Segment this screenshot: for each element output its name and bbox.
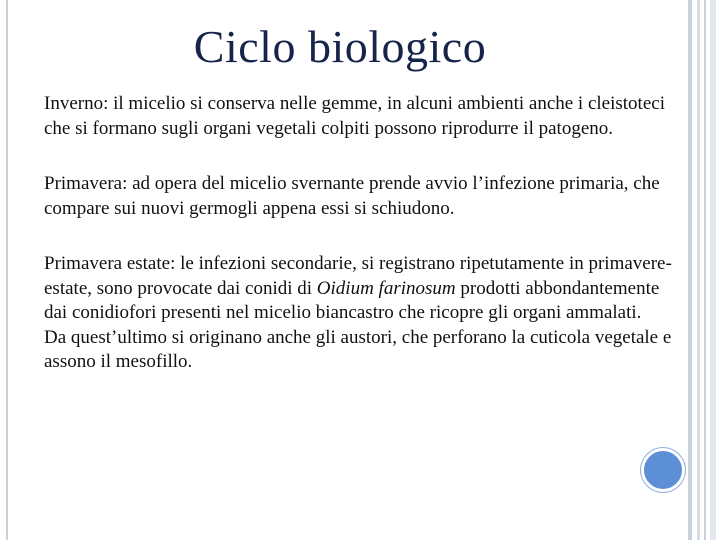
term-primavera: Primavera bbox=[44, 173, 123, 194]
paragraph-text: prodotti abbondantemente dai conidiofori presenti nel micelio biancastro che ricopre gli organi ammalati. bbox=[44, 277, 660, 323]
circle-decoration-icon bbox=[641, 448, 685, 492]
right-band-stripe bbox=[688, 0, 692, 540]
species-name: Oidium farinosum bbox=[316, 277, 456, 299]
right-band-stripe bbox=[704, 0, 706, 540]
left-border-rule bbox=[6, 0, 8, 540]
right-band-stripe bbox=[697, 0, 700, 540]
term-primavera-estate: Primavera estate bbox=[44, 253, 171, 274]
paragraph-primavera-estate bbox=[44, 252, 684, 326]
paragraph-primavera bbox=[44, 172, 684, 221]
term-inverno: Inverno bbox=[44, 93, 104, 114]
paragraph-text: : le infezioni secondarie, si registrano ripetutamente in primavere-estate, sono provocate dai conidi di bbox=[44, 253, 672, 299]
slide-body bbox=[44, 92, 684, 375]
paragraph-inverno bbox=[44, 92, 684, 141]
paragraph-text: Da quest’ultimo si originano anche gli austori, che perforano la cuticola vegetale e assono il mesofillo. bbox=[44, 326, 672, 372]
slide-title: Ciclo biologico bbox=[193, 21, 487, 72]
paragraph-text: : ad opera del micelio svernante prende avvio l’infezione primaria, che compare sui nuovi germogli appena essi si schiudono. bbox=[44, 173, 660, 219]
right-band-stripe bbox=[710, 0, 716, 540]
paragraph-austori bbox=[44, 326, 684, 375]
paragraph-text: : il micelio si conserva nelle gemme, in alcuni ambienti anche i cleistoteci che si formano sugli organi vegetali colpiti possono riprodurre il patogeno. bbox=[44, 93, 665, 139]
